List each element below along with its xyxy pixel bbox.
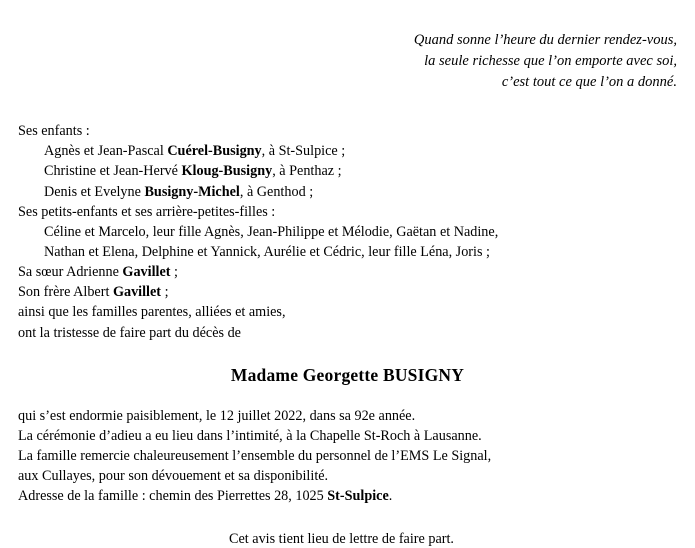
grandchildren-heading: Ses petits-enfants et ses arrière-petites-filles : <box>18 203 276 220</box>
epigraph-line-3: c’est tout ce que l’on a donné. <box>501 74 677 91</box>
closing-line-1: qui s’est endormie paisiblement, le 12 juillet 2022, dans sa 92e année. <box>18 407 416 424</box>
child-suffix: , à St-Sulpice ; <box>261 143 346 160</box>
child-entry <box>18 182 695 202</box>
announce-line: ont la tristesse de faire part du décès de <box>18 324 241 341</box>
child-entry <box>18 141 695 161</box>
family-address <box>18 486 695 506</box>
child-suffix: , à Genthod ; <box>239 183 314 200</box>
child-family-name: Kloug-Busigny <box>181 163 273 180</box>
epigraph-line-1: Quand sonne l’heure du dernier rendez-vous, <box>413 32 677 48</box>
child-family-name: Busigny-Michel <box>144 183 240 200</box>
brother-suffix: ; <box>161 284 169 301</box>
families-line: ainsi que les familles parentes, alliées et amies, <box>18 304 286 321</box>
child-prefix: Denis et Evelyne <box>44 183 145 200</box>
child-prefix: Agnès et Jean-Pascal <box>44 143 168 160</box>
address-suffix: . <box>388 488 393 505</box>
brother-family-name: Gavillet <box>112 284 162 301</box>
child-suffix: , à Penthaz ; <box>272 163 342 180</box>
child-family-name: Cuérel-Busigny <box>167 143 262 160</box>
brother-entry <box>18 282 695 302</box>
sister-family-name: Gavillet <box>122 264 171 281</box>
child-entry <box>18 161 695 181</box>
closing-line-4: aux Cullayes, pour son dévouement et sa disponibilité. <box>18 468 329 485</box>
sister-entry <box>18 262 695 282</box>
address-locality: St-Sulpice <box>327 488 389 505</box>
epigraph-line-2: la seule richesse que l’on emporte avec soi, <box>424 53 677 70</box>
survivors-block <box>18 121 695 343</box>
footer-note: Cet avis tient lieu de lettre de faire part. <box>229 530 454 547</box>
grandchildren-line: Nathan et Elena, Delphine et Yannick, Aurélie et Cédric, leur fille Léna, Joris ; <box>44 243 490 260</box>
closing-block <box>18 406 695 507</box>
brother-prefix: Son frère Albert <box>18 284 113 301</box>
obituary-page <box>0 30 695 547</box>
children-heading: Ses enfants : <box>18 123 90 140</box>
sister-suffix: ; <box>170 264 178 281</box>
grandchildren-line: Céline et Marcelo, leur fille Agnès, Jean-Philippe et Mélodie, Gaëtan et Nadine, <box>44 223 499 240</box>
closing-line-2: La cérémonie d’adieu a eu lieu dans l’intimité, à la Chapelle St-Roch à Lausanne. <box>18 427 482 444</box>
epigraph-block <box>0 30 677 93</box>
sister-prefix: Sa sœur Adrienne <box>18 264 123 281</box>
address-prefix: Adresse de la famille : chemin des Pierrettes 28, 1025 <box>18 488 328 505</box>
deceased-name: Madame Georgette BUSIGNY <box>230 364 465 385</box>
child-prefix: Christine et Jean-Hervé <box>44 163 182 180</box>
closing-line-3: La famille remercie chaleureusement l’ensemble du personnel de l’EMS Le Signal, <box>18 448 492 465</box>
